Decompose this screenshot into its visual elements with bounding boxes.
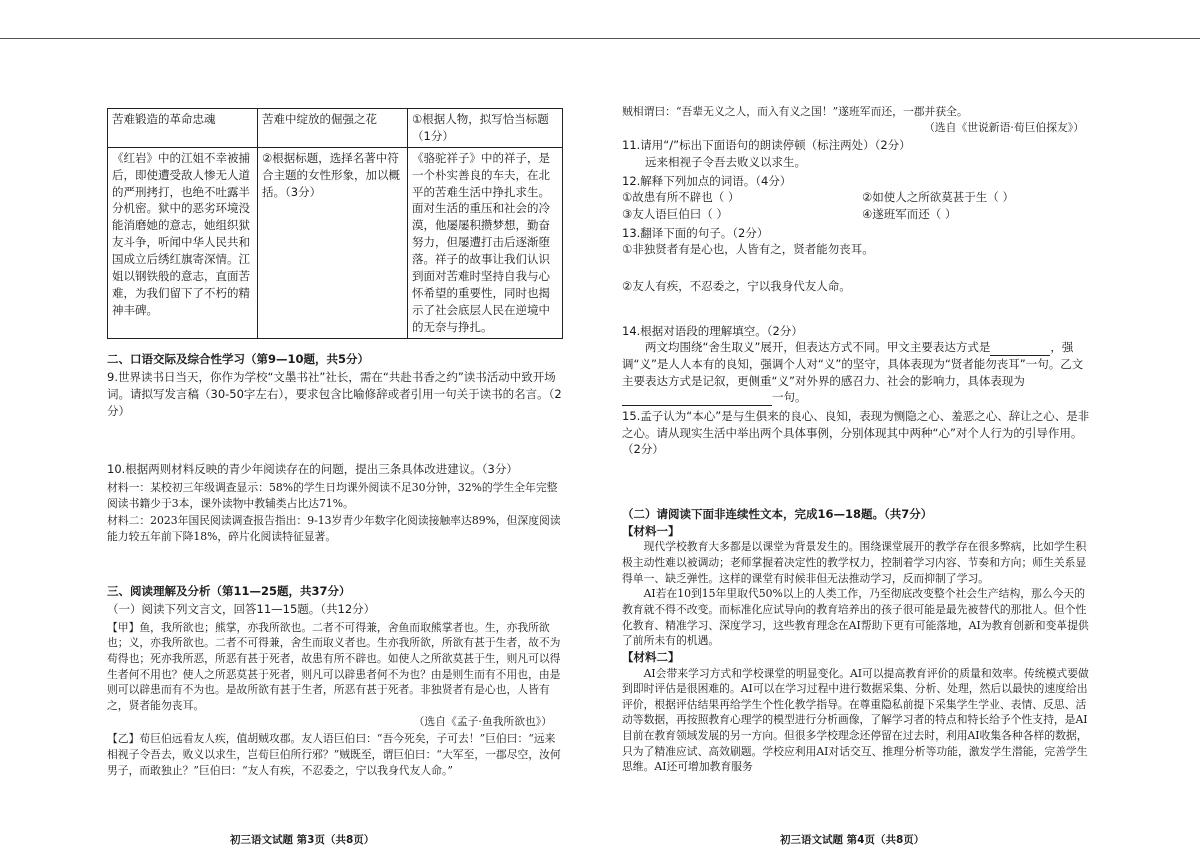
question-11-sentence[interactable]: 远来相视子令吾去败义以求生。 [645, 154, 806, 169]
question-12-row [622, 189, 1094, 206]
material-1-p2: AI若在10到15年里取代50%以上的人类工作，乃至彻底改变整个社会生产结构，那么今天的教育就不得不改变。而标准化应试导向的教育培养出的孩子很可能是最先被替代的那批人。但个性化教育、精准学习、深度学习，这些教育理念在AI帮助下更有可能落地，AI为教育创新和变革提供了前所未有的机遇。 [622, 587, 1089, 648]
title-blank-prompt: ①根据人物，拟写恰当标题（1分） [412, 112, 549, 143]
answer-space-13-2[interactable] [622, 295, 1094, 321]
q12-item-3[interactable]: ③友人语巨伯曰（ ） [622, 206, 728, 221]
question-9: 9.世界读书日当天，你作为学校“文墨书社”社长，需在“共赴书香之约”读书活动中致开场词。请拟写发言稿（30-50字左右），要求包含比喻修辞或者引用一句关于读书的名言。（2分） [107, 370, 562, 418]
q14-text-c: 一句。 [772, 390, 807, 405]
question-13-sentence-1: ①非独贤者有是心也，人皆有之，贤者能勿丧耳。 [622, 242, 874, 257]
q14-text-b: ，强调“义”是人人本有的良知，强调个人对“义”的坚守，具体表现为“贤者能勿丧耳”一句。乙文主要表达方式是记叙，更侧重“义”对外界的感召力、社会的影响力，具体表现为 [622, 340, 1084, 388]
subsection-1-title: （一）阅读下列文言文，回答11—15题。（共12分） [107, 602, 376, 617]
question-14: 14.根据对语段的理解填空。（2分） [622, 323, 803, 338]
question-12-row [622, 206, 1094, 223]
q14-text-a: 两文均围绕“舍生取义”展开，但表达方式不同。甲文主要表达方式是 [645, 340, 991, 355]
table-cell-jiangjie: 《红岩》中的江姐不幸被捕后，即使遭受敌人惨无人道的严刑拷打，也绝不吐露半分机密。狱中的恶劣环境没能消磨她的意志，她组织狱友斗争，听闻中华人民共和国成立后绣红旗寄深情。江姐以钢铁般的意志，直面苦难，为我们留下了不朽的精神丰碑。 [108, 147, 258, 338]
table-row [108, 147, 563, 338]
question-13: 13.翻译下面的句子。（2分） [622, 225, 769, 240]
question-14-body [622, 339, 1094, 406]
subsection-2-title: （二）请阅读下面非连续性文本，完成16—18题。（共7分） [622, 507, 933, 522]
section-3-title: 三、阅读理解及分析（第11—25题，共37分） [107, 583, 351, 598]
q14-blank-2[interactable] [622, 393, 772, 406]
q12-item-4[interactable]: ④遂班军而还（ ） [862, 206, 957, 221]
answer-space-15[interactable] [622, 458, 1094, 504]
passage-jia-source: （选自《孟子·鱼我所欲也》） [413, 714, 552, 728]
material-2-p1: AI会带来学习方式和学校课堂的明显变化。AI可以提高教育评价的质量和效率。传统模式要做到即时评估是很困难的。AI可以在学习过程中进行数据采集、分析、处理，然后以最快的速度给出评价，根据评估结果再给学生个性化教学指导。在尊重隐私前提下采集学生学业、表情、反思、活动等数据，再按照教育心理学的模型进行分析画像，了解学习者的特点和特长给予个性支持，是AI目前在教育领域发展的另一方向。但很多学校理念还停留在过去时，利用AI收集各种各样的数据，只为了精准应试、高效刷题。学校应利用AI对话交互、推理分析等功能，激发学生潜能，完善学生思维。AI还可增加教育服务 [622, 666, 1089, 774]
top-rule [0, 38, 1200, 39]
answer-table [107, 108, 563, 339]
question-12: 12.解释下列加点的词语。（4分） [622, 173, 792, 188]
material-2: 材料二：2023年国民阅读调查报告指出：9-13岁青少年数字化阅读接触率达89%，但深度阅读能力较五年前下降18%，碎片化阅读特征显著。 [107, 514, 561, 543]
table-cell-answer-area[interactable]: ②根据标题，选择名著中符合主题的女性形象，加以概括。（3分） [258, 147, 408, 338]
answer-space-10[interactable] [107, 545, 562, 571]
question-15: 15.孟子认为“本心”是与生俱来的良心、良知，表现为恻隐之心、羞恶之心、辞让之心、是非之心。请从现实生活中举出两个具体事例，分别体现其中两种“心”对个人行为的引导作用。（2分） [622, 409, 1090, 457]
question-10: 10.根据两则材料反映的青少年阅读存在的问题，提出三条具体改进建议。（3分） [107, 462, 518, 477]
q14-blank-1[interactable] [990, 343, 1050, 356]
question-13-sentence-2: ②友人有疾，不忍委之，宁以我身代友人命。 [622, 278, 851, 293]
table-cell-xiangzi: 《骆驼祥子》中的祥子，是一个朴实善良的车夫，在北平的苦难生活中挣扎求生。面对生活的重压和社会的冷漠，他屡屡积攒梦想，勤奋努力，但屡遭打击后逐渐堕落。祥子的故事让我们认识到面对苦难时坚持自我与心怀希望的重要性，同时也揭示了社会底层人民在逆境中的无奈与挣扎。 [408, 147, 563, 338]
right-page [622, 104, 1094, 775]
passage-jia: 【甲】鱼，我所欲也；熊掌，亦我所欲也。二者不可得兼，舍鱼而取熊掌者也。生，亦我所欲也；义，亦我所欲也。二者不可得兼，舍生而取义者也。生亦我所欲，所欲有甚于生者，故不为苟得也；死亦我所恶，所恶有甚于死者，故患有所不辟也。如使人之所欲莫甚于生，则凡可以得生者何不用也？使人之所恶莫甚于死者，则凡可以辟患者何不为也？由是则生而有不用也，由是则可以辟患而有不为也。是故所欲有甚于生者，所恶有甚于死者。非独贤者有是心也，人皆有之，贤者能勿丧耳。 [107, 620, 561, 713]
material-1-heading: 【材料一】 [622, 523, 680, 538]
passage-yi-source: （选自《世说新语·荀巨伯探友》） [924, 120, 1084, 134]
left-page [107, 108, 562, 778]
answer-space-9[interactable] [107, 419, 562, 459]
answer-space-13-1[interactable] [622, 258, 1094, 278]
q12-item-2[interactable]: ②如使人之所欲莫甚于生（ ） [862, 190, 1014, 205]
section-2-title: 二、口语交际及综合性学习（第9—10题，共5分） [107, 351, 370, 366]
q12-item-1[interactable]: ①故患有所不辟也（ ） [622, 190, 740, 205]
passage-yi-end: 贼相谓曰：“吾辈无义之人，而入有义之国！”遂班军而还，一郡并获全。 [622, 105, 968, 118]
table-header-3[interactable] [408, 109, 563, 148]
passage-yi: 【乙】荀巨伯远看友人疾，值胡贼攻郡。友人语巨伯曰：“吾今死矣，子可去！”巨伯曰：“远来相视子令吾去，败义以求生，岂荀巨伯所行邪？”贼既至，谓巨伯曰：“大军至，一郡尽空，汝何男子，而敢独止？”巨伯曰：“友人有疾，不忍委之，宁以我身代友人命。” [107, 732, 561, 777]
table-header-2: 苦难中绽放的倔强之花 [258, 109, 408, 148]
table-header-1: 苦难锻造的革命忠魂 [108, 109, 258, 148]
material-1-p1: 现代学校教育大多都是以课堂为背景发生的。围绕课堂展开的教学存在很多弊病，比如学生积极主动性难以被调动；老师掌握着决定性的教学权力，控制着学习内容、节奏和方向；师生关系显得单一、缺乏弹性。这样的课堂有时候非但无法推动学习，反而抑制了学习。 [622, 540, 1087, 585]
material-1: 材料一：某校初三年级调查显示：58%的学生日均课外阅读不足30分钟，32%的学生全年完整阅读书籍少于3本，课外读物中教辅类占比达71%。 [107, 480, 558, 510]
material-2-heading: 【材料二】 [622, 649, 680, 664]
left-footer: 初三语文试题 第3页（共8页） [230, 834, 375, 846]
table-row [108, 109, 563, 148]
right-footer: 初三语文试题 第4页（共8页） [780, 834, 925, 846]
question-11: 11.请用“/”标出下面语句的朗读停顿（标注两处）（2分） [622, 138, 911, 153]
